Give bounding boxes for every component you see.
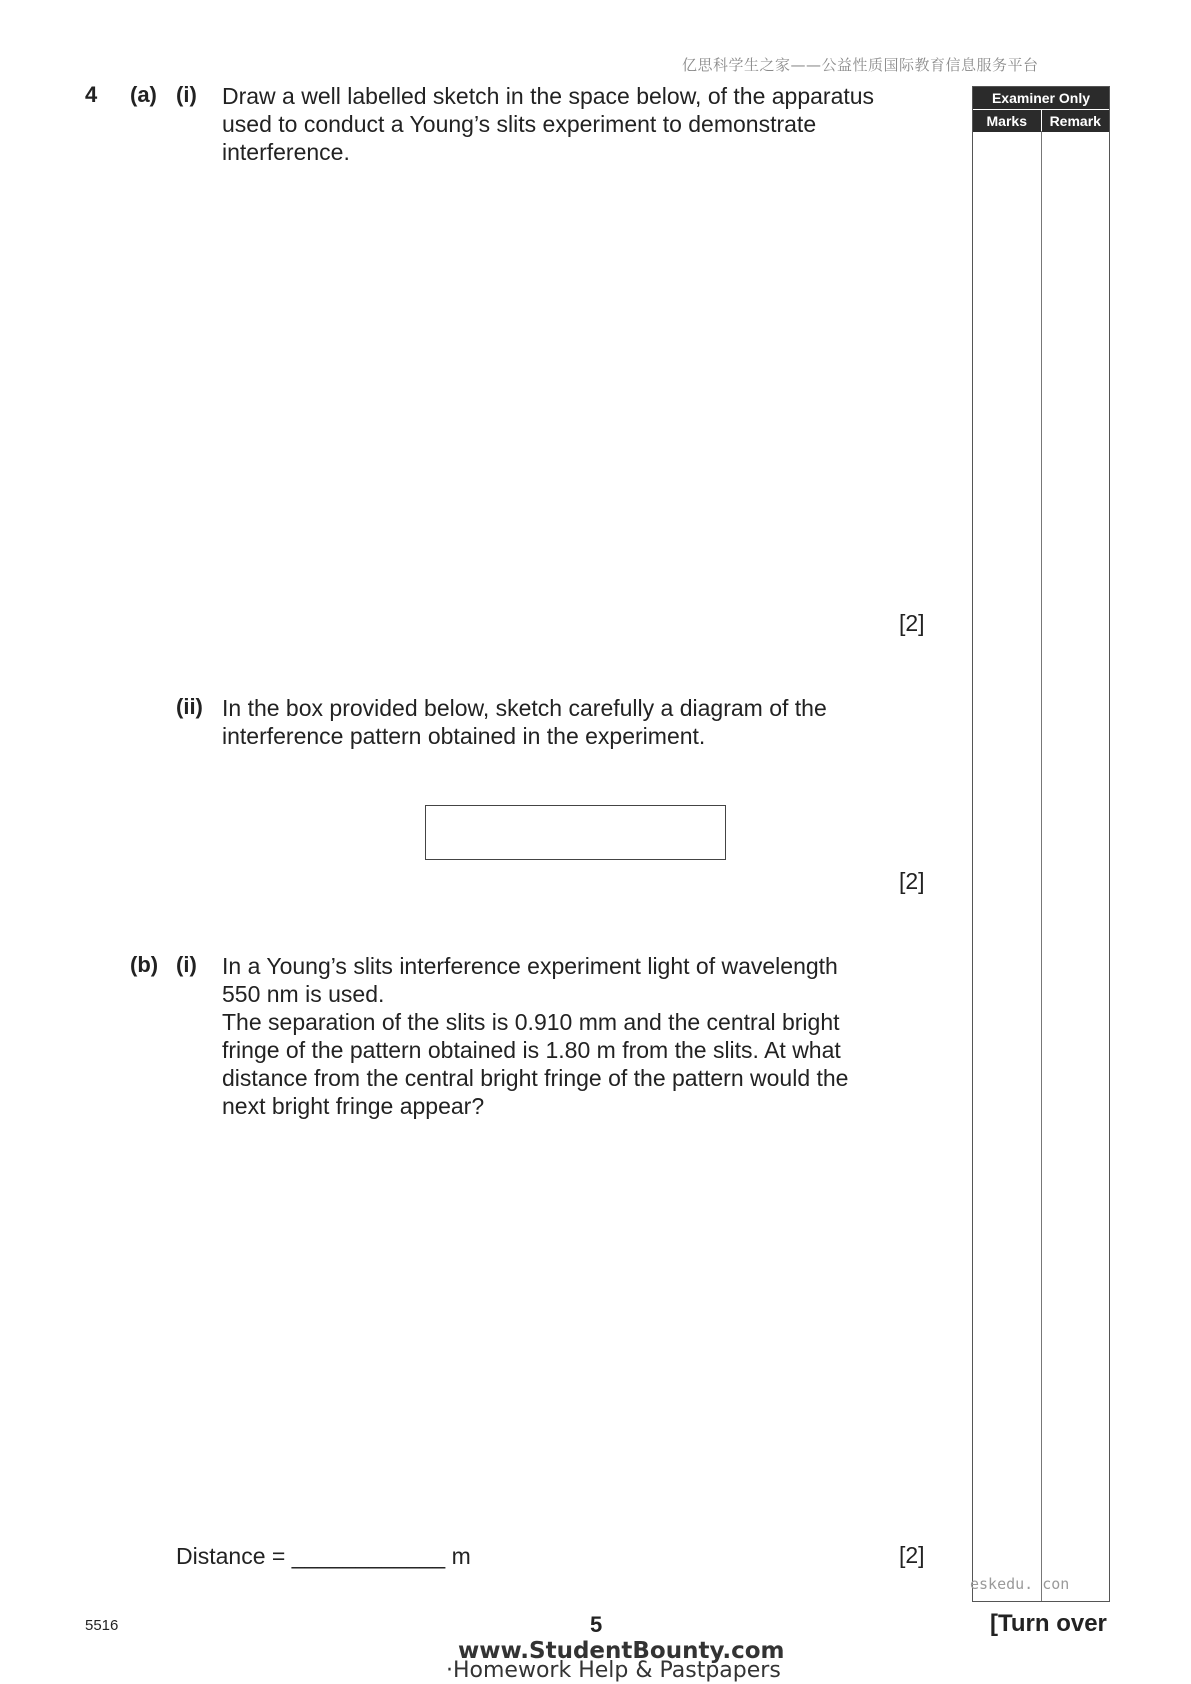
text-line: The separation of the slits is 0.910 mm and the central bright: [222, 1009, 840, 1035]
part-b-label: (b): [130, 952, 159, 977]
part-a-ii-label: (ii): [176, 694, 203, 719]
header-watermark: 亿思科学生之家——公益性质国际教育信息服务平台: [682, 56, 1039, 74]
interference-pattern-box[interactable]: [425, 805, 726, 860]
studentbounty-tagline: ·Homework Help & Pastpapers: [446, 1658, 781, 1683]
text-line: In the box provided below, sketch carefully a diagram of the: [222, 695, 827, 721]
part-b-i-marks: [2]: [899, 1542, 925, 1568]
examiner-only-column: [972, 86, 1110, 1602]
text-line: Draw a well labelled sketch in the space below, of the apparatus: [222, 83, 875, 109]
turn-over-label: [Turn over: [990, 1610, 1107, 1637]
remark-column-header: Remark: [1042, 110, 1110, 132]
paper-code: 5516: [85, 1617, 119, 1634]
part-a-i-marks: [2]: [899, 610, 925, 636]
text-line: interference pattern obtained in the experiment.: [222, 723, 706, 749]
part-a-ii-text: [222, 694, 922, 750]
text-line: next bright fringe appear?: [222, 1093, 485, 1119]
studentbounty-site: www.StudentBounty.com: [458, 1638, 785, 1664]
examiner-subheader: [973, 109, 1109, 132]
part-b-i-label: (i): [176, 952, 197, 977]
part-a-i-text: [222, 82, 922, 166]
column-divider: [1041, 131, 1042, 1601]
marks-column-header: Marks: [973, 110, 1042, 132]
examiner-only-title: Examiner Only: [973, 87, 1109, 109]
eskedu-stamp: eskedu. con: [970, 1575, 1070, 1593]
distance-answer-line[interactable]: Distance = ____________ m: [176, 1543, 471, 1569]
text-line: In a Young’s slits interference experiment light of wavelength: [222, 953, 838, 979]
page-number: 5: [590, 1612, 603, 1637]
text-line: interference.: [222, 139, 350, 165]
text-line: fringe of the pattern obtained is 1.80 m from the slits. At what: [222, 1037, 841, 1063]
text-line: 550 nm is used.: [222, 981, 385, 1007]
text-line: distance from the central bright fringe of the pattern would the: [222, 1065, 849, 1091]
question-number: 4: [85, 82, 98, 107]
text-line: used to conduct a Young’s slits experiment to demonstrate: [222, 111, 817, 137]
part-b-i-text: [222, 952, 922, 1120]
part-a-label: (a): [130, 82, 157, 107]
part-a-i-label: (i): [176, 82, 197, 107]
part-a-ii-marks: [2]: [899, 868, 925, 894]
